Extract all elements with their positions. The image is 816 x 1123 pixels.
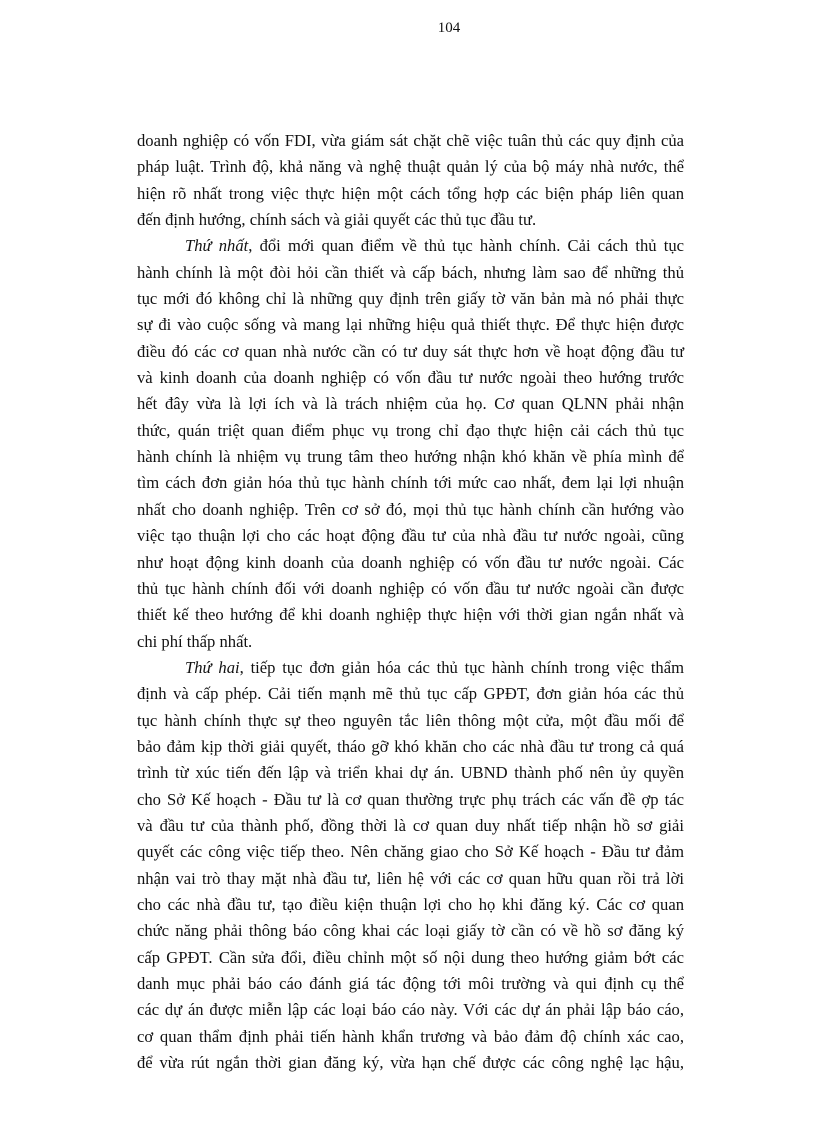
paragraph bbox=[137, 655, 684, 1077]
text-line bbox=[137, 892, 684, 918]
text-line bbox=[137, 312, 684, 338]
line-text: và đầu tư của thành phố, đồng thời là cơ quan duy nhất tiếp nhận hồ sơ giải bbox=[137, 815, 684, 835]
line-text: pháp luật. Trình độ, khả năng và nghệ thuật quản lý của bộ máy nhà nước, thể bbox=[137, 157, 684, 177]
line-text: , đổi mới quan điểm về thủ tục hành chính. Cải cách thủ tục bbox=[248, 236, 684, 256]
text-line bbox=[137, 918, 684, 944]
text-line bbox=[137, 971, 684, 997]
text-line bbox=[137, 523, 684, 549]
text-line bbox=[137, 866, 684, 892]
text-line bbox=[137, 207, 684, 233]
text-line bbox=[137, 128, 684, 154]
text-line bbox=[137, 181, 684, 207]
text-line bbox=[137, 629, 684, 655]
line-text: hành chính là một đòi hỏi cần thiết và cấp bách, nhưng làm sao để những thủ bbox=[137, 262, 684, 282]
text-line bbox=[137, 418, 684, 444]
paragraph-lead: Thứ nhất bbox=[185, 236, 249, 256]
line-text: để vừa rút ngắn thời gian đăng ký, vừa hạn chế được các công nghệ lạc hậu, bbox=[137, 1053, 684, 1073]
line-text: tục mới đó không chỉ là những quy định trên giấy tờ văn bản mà nó phải thực bbox=[137, 289, 684, 309]
text-line bbox=[137, 576, 684, 602]
line-text: bảo đảm kịp thời giải quyết, tháo gỡ khó khăn cho các nhà đầu tư trong cả quá bbox=[137, 736, 684, 756]
line-text: cho Sở Kế hoạch - Đầu tư là cơ quan thường trực phụ trách các vấn đề ợp tác bbox=[137, 789, 684, 809]
line-text: như hoạt động kinh doanh của doanh nghiệp có vốn đầu tư nước ngoài. Các bbox=[137, 552, 684, 572]
text-line bbox=[137, 339, 684, 365]
text-line bbox=[137, 655, 684, 681]
line-text: và kinh doanh của doanh nghiệp có vốn đầu tư nước ngoài theo hướng trước bbox=[137, 368, 684, 388]
line-text: nhận vai trò thay mặt nhà đầu tư, liên hệ với các cơ quan hữu quan rồi trả lời bbox=[137, 868, 684, 888]
text-line bbox=[137, 602, 684, 628]
line-text: tục hành chính thực sự theo nguyên tắc liên thông một cửa, một đầu mối để bbox=[137, 710, 684, 730]
text-line bbox=[137, 154, 684, 180]
text-line bbox=[137, 1050, 684, 1076]
line-text: tìm cách đơn giản hóa thủ tục hành chính tới mức cao nhất, đem lại lợi nhuận bbox=[137, 473, 684, 493]
line-text: quyết các công việc tiếp theo. Nên chăng giao cho Sở Kế hoạch - Đầu tư đảm bbox=[137, 842, 684, 862]
text-line bbox=[137, 260, 684, 286]
text-line bbox=[137, 1024, 684, 1050]
line-text: điều đó các cơ quan nhà nước cần có tư duy sát thực hơn về hoạt động đầu tư bbox=[137, 341, 684, 361]
line-text: trình từ xúc tiến đến lập và triển khai dự án. UBND thành phố nên ủy quyền bbox=[137, 763, 684, 783]
line-text: định và cấp phép. Cải tiến mạnh mẽ thủ tục cấp GPĐT, đơn giản hóa các thủ bbox=[137, 684, 684, 704]
page-number: 104 bbox=[437, 20, 461, 36]
paragraph bbox=[137, 233, 684, 655]
text-line bbox=[137, 497, 684, 523]
paragraph-lead: Thứ hai bbox=[185, 657, 240, 677]
text-line bbox=[137, 233, 684, 259]
line-text: doanh nghiệp có vốn FDI, vừa giám sát chặt chẽ việc tuân thủ các quy định của bbox=[137, 131, 684, 150]
line-text: thủ tục hành chính đối với doanh nghiệp có vốn đầu tư nước ngoài cần được bbox=[137, 578, 684, 598]
text-line bbox=[137, 760, 684, 786]
line-text: thiết kế theo hướng để khi doanh nghiệp thực hiện với thời gian ngắn nhất và bbox=[137, 605, 684, 625]
line-text: cơ quan thẩm định phải tiến hành khẩn trương và bảo đảm độ chính xác cao, bbox=[137, 1026, 684, 1046]
line-text: cấp GPĐT. Cần sửa đổi, điều chỉnh một số nội dung theo hướng giảm bớt các bbox=[137, 947, 684, 967]
text-line bbox=[137, 839, 684, 865]
line-text: hết đây vừa là lợi ích và là trách nhiệm của họ. Cơ quan QLNN phải nhận bbox=[137, 394, 684, 414]
line-text: cho các nhà đầu tư, tạo điều kiện thuận lợi cho họ khi đăng ký. Các cơ quan bbox=[137, 894, 684, 914]
text-line bbox=[137, 681, 684, 707]
line-text: các dự án được miễn lập các loại báo cáo này. Với các dự án phải lập báo cáo, bbox=[137, 1000, 684, 1020]
text-line bbox=[137, 444, 684, 470]
body-text bbox=[137, 128, 684, 1076]
line-text: , tiếp tục đơn giản hóa các thủ tục hành chính trong việc thẩm bbox=[239, 657, 684, 677]
text-line bbox=[137, 813, 684, 839]
text-line bbox=[137, 470, 684, 496]
line-text: hiện rõ nhất trong việc thực hiện một cách tổng hợp các biện pháp liên quan bbox=[137, 183, 684, 203]
line-text: đến định hướng, chính sách và giải quyết các thủ tục đầu tư. bbox=[137, 210, 537, 230]
text-line bbox=[137, 708, 684, 734]
text-line bbox=[137, 997, 684, 1023]
text-line bbox=[137, 734, 684, 760]
text-line bbox=[137, 550, 684, 576]
line-text: chức năng phải thông báo công khai các loại giấy tờ cần có về hồ sơ đăng ký bbox=[137, 921, 684, 941]
text-line bbox=[137, 945, 684, 971]
text-line bbox=[137, 391, 684, 417]
line-text: nhất cho doanh nghiệp. Trên cơ sở đó, mọi thủ tục hành chính cần hướng vào bbox=[137, 499, 684, 519]
text-line bbox=[137, 286, 684, 312]
line-text: thức, quán triệt quan điểm phục vụ trong chỉ đạo thực hiện cải cách thủ tục bbox=[137, 420, 684, 440]
line-text: sự đi vào cuộc sống và mang lại những hiệu quả thiết thực. Để thực hiện được bbox=[137, 315, 684, 335]
line-text: việc tạo thuận lợi cho các hoạt động đầu tư của nhà đầu tư nước ngoài, cũng bbox=[137, 526, 684, 546]
text-line bbox=[137, 787, 684, 813]
line-text: danh mục phải báo cáo đánh giá tác động tới môi trường và qui định cụ thể bbox=[137, 974, 684, 993]
line-text: chi phí thấp nhất. bbox=[137, 631, 253, 651]
text-line bbox=[137, 365, 684, 391]
paragraph bbox=[137, 128, 684, 233]
line-text: hành chính là nhiệm vụ trung tâm theo hướng nhận khó khăn về phía mình để bbox=[137, 447, 684, 467]
